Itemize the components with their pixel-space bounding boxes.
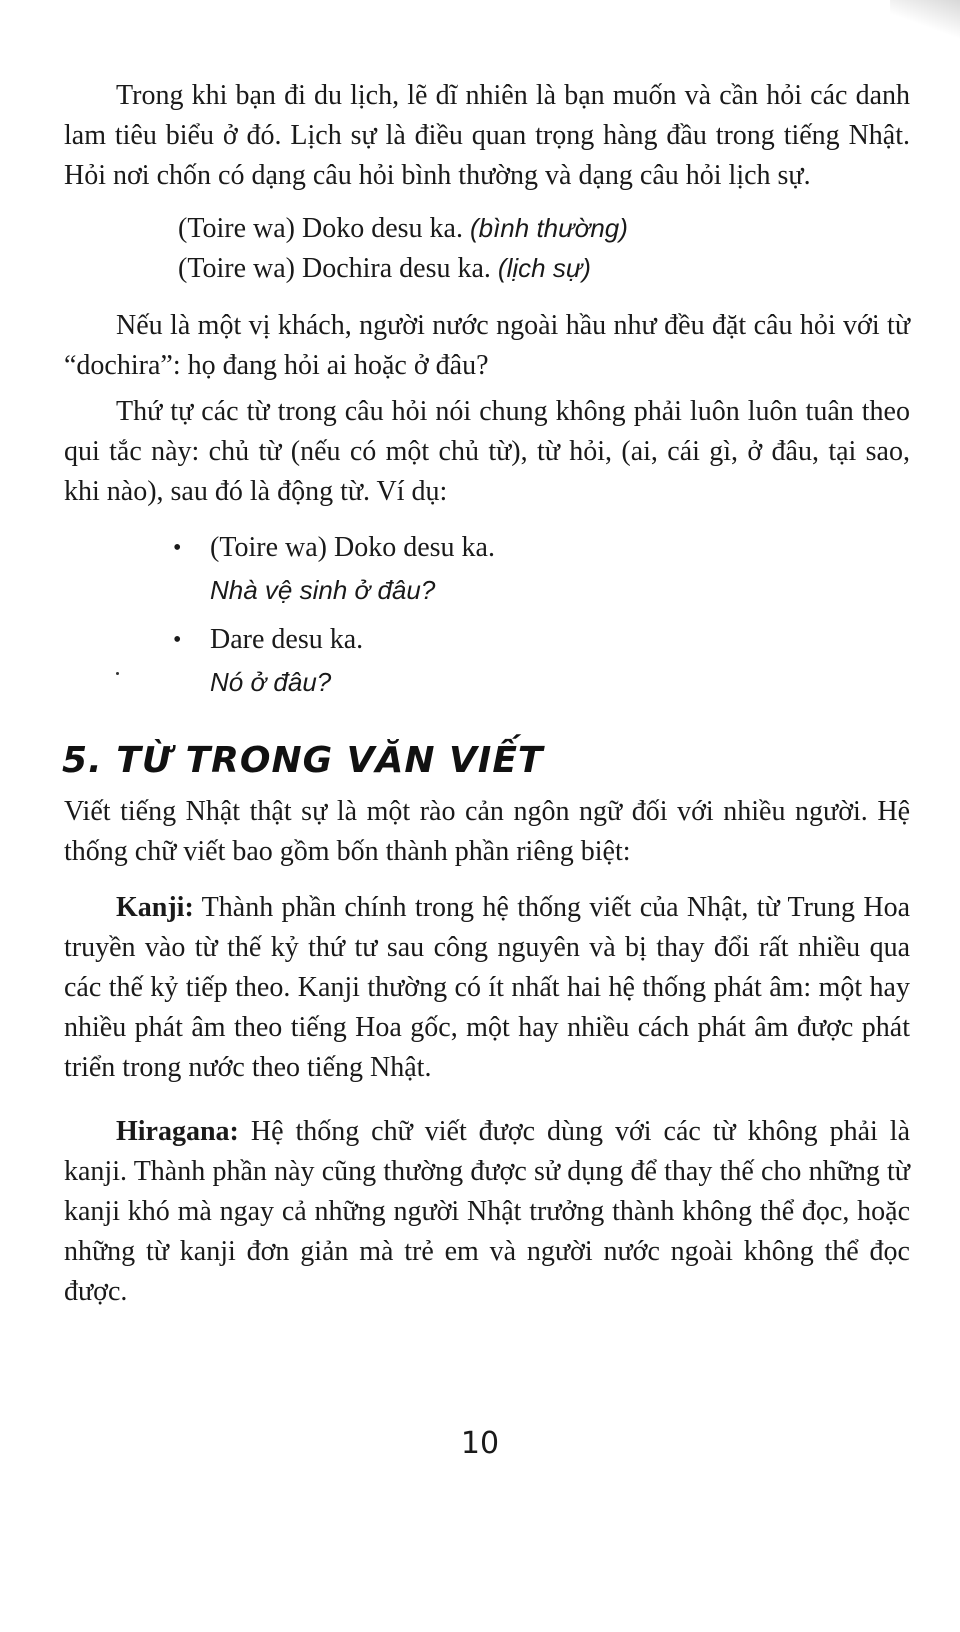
page-number: 10 xyxy=(460,1426,500,1461)
bullet-marker: • xyxy=(173,535,182,561)
term-kanji: Kanji: xyxy=(116,892,194,923)
term-hiragana: Hiragana: xyxy=(116,1116,239,1147)
example-casual xyxy=(178,208,628,249)
bullet-item-translation: Nó ở đâu? xyxy=(210,667,332,697)
bullet-item-text: (Toire wa) Doko desu ka. xyxy=(210,532,495,563)
section-intro: Viết tiếng Nhật thật sự là một rào cản ngôn ngữ đối với nhiều người. Hệ thống chữ viết bao gồm bốn thành phần riêng biệt: xyxy=(64,796,910,867)
example-casual-text: (Toire wa) Doko desu ka. xyxy=(178,213,463,244)
paragraph-kanji xyxy=(64,888,910,1088)
paragraph-word-order: Thứ tự các từ trong câu hỏi nói chung không phải luôn luôn tuân theo qui tắc này: chủ từ (nếu có một chủ từ), từ hỏi, (ai, cái gì, ở đâu, tại sao, khi nào), sau đó là động từ. Ví dụ: xyxy=(64,396,910,507)
hiragana-description: Hệ thống chữ viết được dùng với các từ không phải là kanji. Thành phần này cũng thường được sử dụng để thay thế cho những từ kanji khó mà ngay cả những người Nhật trưởng thành không thể đọc, hoặc những từ kanji đơn giản mà trẻ em và người nước ngoài không thể đọc được. xyxy=(64,1116,910,1307)
bullet-marker: • xyxy=(173,627,182,653)
section-heading: 5. TỪ TRONG VĂN VIẾT xyxy=(62,740,544,781)
kanji-description: Thành phần chính trong hệ thống viết của Nhật, từ Trung Hoa truyền vào từ thế kỷ thứ tư sau công nguyên và bị thay đổi rất nhiều qua các thế kỷ tiếp theo. Kanji thường có ít nhất hai hệ thống phát âm: một hay nhiều phát âm theo tiếng Hoa gốc, một hay nhiều cách phát âm được phát triển trong nước theo tiếng Nhật. xyxy=(64,892,910,1083)
bullet-item-text: Dare desu ka. xyxy=(210,624,364,655)
example-polite-note: (lịch sự) xyxy=(497,253,591,283)
page-corner-shadow xyxy=(890,0,960,40)
bullet-item-translation: Nhà vệ sinh ở đâu? xyxy=(210,575,436,605)
paragraph-dochira: Nếu là một vị khách, người nước ngoài hầu như đều đặt câu hỏi với từ “dochira”: họ đang hỏi ai hoặc ở đâu? xyxy=(64,310,910,381)
example-polite-text: (Toire wa) Dochira desu ka. xyxy=(178,253,491,284)
print-speck xyxy=(116,672,119,675)
example-polite xyxy=(178,248,591,289)
paragraph-intro: Trong khi bạn đi du lịch, lẽ dĩ nhiên là bạn muốn và cần hỏi các danh lam tiêu biểu ở đó. Lịch sự là điều quan trọng hàng đầu trong tiếng Nhật. Hỏi nơi chốn có dạng câu hỏi bình thường và dạng câu hỏi lịch sự. xyxy=(64,80,910,191)
paragraph-hiragana xyxy=(64,1112,910,1312)
example-casual-note: (bình thường) xyxy=(469,213,628,243)
